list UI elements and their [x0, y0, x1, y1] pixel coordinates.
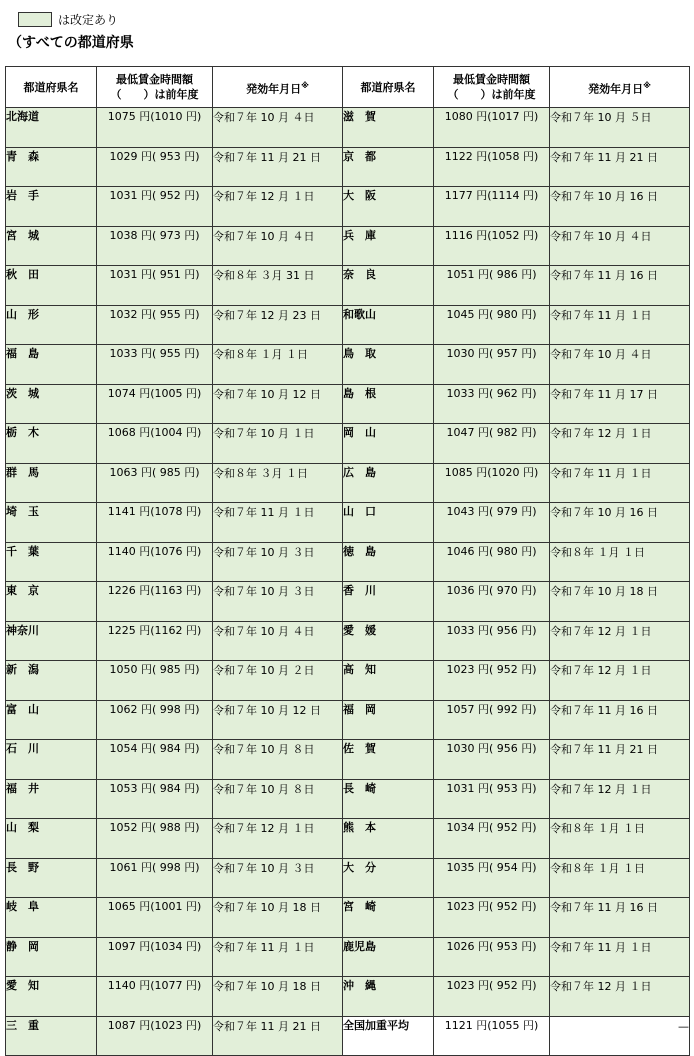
prefecture-cell: 兵 庫 — [343, 226, 434, 266]
wage-cell: 1033 円( 962 円) — [434, 384, 550, 424]
wage-cell: 1065 円(1001 円) — [97, 898, 213, 938]
wage-cell: 1051 円( 986 円) — [434, 266, 550, 306]
wage-cell: 1068 円(1004 円) — [97, 424, 213, 464]
effective-date-cell: 令和７年 11 月 １日 — [550, 305, 690, 345]
prefecture-cell: 福 井 — [6, 779, 97, 819]
header-date-right: 発効年月日※ — [550, 67, 690, 108]
table-row — [6, 147, 690, 187]
effective-date-cell: 令和７年 10 月 12 日 — [213, 700, 343, 740]
prefecture-cell: 香 川 — [343, 582, 434, 622]
prefecture-cell: 広 島 — [343, 463, 434, 503]
effective-date-cell: 令和８年 ３月 31 日 — [213, 266, 343, 306]
wage-cell: 1035 円( 954 円) — [434, 858, 550, 898]
effective-date-cell: 令和８年 １月 １日 — [550, 819, 690, 859]
prefecture-cell: 北海道 — [6, 108, 97, 148]
header-date-mark: ※ — [301, 80, 309, 90]
prefecture-cell: 大 分 — [343, 858, 434, 898]
wage-cell: 1053 円( 984 円) — [97, 779, 213, 819]
wage-cell: 1036 円( 970 円) — [434, 582, 550, 622]
effective-date-cell: 令和８年 １月 １日 — [550, 858, 690, 898]
caption: （すべての都道府県 — [8, 35, 134, 51]
wage-cell: 1225 円(1162 円) — [97, 621, 213, 661]
table-row — [6, 305, 690, 345]
header-wage — [97, 67, 213, 108]
wage-cell: 1046 円( 980 円) — [434, 542, 550, 582]
prefecture-cell: 山 口 — [343, 503, 434, 543]
header-date-right-mark: ※ — [643, 80, 651, 90]
effective-date-cell: 令和７年 10 月 ８日 — [213, 740, 343, 780]
wage-cell: 1031 円( 952 円) — [97, 187, 213, 227]
prefecture-cell: 石 川 — [6, 740, 97, 780]
header-pref: 都道府県名 — [6, 67, 97, 108]
prefecture-cell: 熊 本 — [343, 819, 434, 859]
wage-cell: 1031 円( 951 円) — [97, 266, 213, 306]
header-wage-right-line2: （ ）は前年度 — [447, 88, 536, 101]
prefecture-cell: 福 島 — [6, 345, 97, 385]
effective-date-cell: 令和７年 10 月 ４日 — [550, 226, 690, 266]
wage-cell: 1097 円(1034 円) — [97, 937, 213, 977]
prefecture-cell: 東 京 — [6, 582, 97, 622]
table-row — [6, 858, 690, 898]
prefecture-cell: 鹿児島 — [343, 937, 434, 977]
prefecture-cell: 愛 媛 — [343, 621, 434, 661]
prefecture-cell: 徳 島 — [343, 542, 434, 582]
wage-cell: 1140 円(1077 円) — [97, 977, 213, 1017]
effective-date-cell: 令和７年 11 月 21 日 — [550, 147, 690, 187]
wage-cell: 1087 円(1023 円) — [97, 1016, 213, 1056]
wage-cell: 1080 円(1017 円) — [434, 108, 550, 148]
table-row — [6, 542, 690, 582]
prefecture-cell: 群 馬 — [6, 463, 97, 503]
prefecture-cell: 京 都 — [343, 147, 434, 187]
effective-date-cell: 令和７年 11 月 １日 — [213, 937, 343, 977]
wage-cell: 1050 円( 985 円) — [97, 661, 213, 701]
prefecture-cell: 山 梨 — [6, 819, 97, 859]
effective-date-cell: 令和７年 12 月 １日 — [550, 661, 690, 701]
table-row — [6, 463, 690, 503]
effective-date-cell: 令和７年 11 月 １日 — [550, 463, 690, 503]
wage-cell: 1226 円(1163 円) — [97, 582, 213, 622]
prefecture-cell: 宮 崎 — [343, 898, 434, 938]
prefecture-cell: 全国加重平均 — [343, 1016, 434, 1056]
effective-date-cell: 令和７年 10 月 ５日 — [550, 108, 690, 148]
effective-date-cell: 令和７年 11 月 16 日 — [550, 700, 690, 740]
wage-cell: 1034 円( 952 円) — [434, 819, 550, 859]
effective-date-cell: 令和７年 10 月 ４日 — [213, 226, 343, 266]
effective-date-cell: 令和７年 11 月 21 日 — [550, 740, 690, 780]
effective-date-cell: 令和７年 10 月 ３日 — [213, 542, 343, 582]
prefecture-cell: 愛 知 — [6, 977, 97, 1017]
header-wage-right-line1: 最低賃金時間額 — [453, 73, 530, 86]
wage-cell: 1074 円(1005 円) — [97, 384, 213, 424]
table-row — [6, 226, 690, 266]
prefecture-cell: 神奈川 — [6, 621, 97, 661]
prefecture-cell: 岐 阜 — [6, 898, 97, 938]
effective-date-cell: 令和７年 10 月 ４日 — [213, 621, 343, 661]
prefecture-cell: 静 岡 — [6, 937, 97, 977]
prefecture-cell: 福 岡 — [343, 700, 434, 740]
wage-cell: 1031 円( 953 円) — [434, 779, 550, 819]
prefecture-cell: 和歌山 — [343, 305, 434, 345]
prefecture-cell: 沖 縄 — [343, 977, 434, 1017]
prefecture-cell: 奈 良 — [343, 266, 434, 306]
table-row — [6, 898, 690, 938]
wage-cell: 1057 円( 992 円) — [434, 700, 550, 740]
legend-label: は改定あり — [58, 12, 119, 27]
effective-date-cell: 令和７年 10 月 ４日 — [213, 108, 343, 148]
table-row — [6, 384, 690, 424]
wage-cell: 1062 円( 998 円) — [97, 700, 213, 740]
effective-date-cell: 令和７年 10 月 １日 — [213, 424, 343, 464]
prefecture-cell: 宮 城 — [6, 226, 97, 266]
effective-date-cell: 令和７年 12 月 １日 — [550, 424, 690, 464]
table-row — [6, 779, 690, 819]
prefecture-cell: 千 葉 — [6, 542, 97, 582]
wage-cell: 1075 円(1010 円) — [97, 108, 213, 148]
wage-cell: 1047 円( 982 円) — [434, 424, 550, 464]
wage-cell: 1023 円( 952 円) — [434, 977, 550, 1017]
table-row — [6, 977, 690, 1017]
prefecture-cell: 岩 手 — [6, 187, 97, 227]
effective-date-cell: 令和７年 10 月 ４日 — [550, 345, 690, 385]
table-row — [6, 1016, 690, 1056]
table-row — [6, 266, 690, 306]
table-row — [6, 424, 690, 464]
prefecture-cell: 青 森 — [6, 147, 97, 187]
wage-cell: 1140 円(1076 円) — [97, 542, 213, 582]
effective-date-cell: 令和８年 １月 １日 — [550, 542, 690, 582]
effective-date-cell: 令和７年 12 月 １日 — [550, 621, 690, 661]
prefecture-cell: 栃 木 — [6, 424, 97, 464]
prefecture-cell: 長 野 — [6, 858, 97, 898]
wage-cell: 1085 円(1020 円) — [434, 463, 550, 503]
wage-cell: 1030 円( 956 円) — [434, 740, 550, 780]
header-pref-right: 都道府県名 — [343, 67, 434, 108]
prefecture-cell: 大 阪 — [343, 187, 434, 227]
wage-cell: 1032 円( 955 円) — [97, 305, 213, 345]
wage-cell: 1045 円( 980 円) — [434, 305, 550, 345]
header-wage-line2: （ ）は前年度 — [110, 88, 199, 101]
effective-date-cell: 令和８年 ３月 １日 — [213, 463, 343, 503]
table-row — [6, 108, 690, 148]
wage-cell: 1122 円(1058 円) — [434, 147, 550, 187]
effective-date-cell: 令和７年 11 月 １日 — [550, 937, 690, 977]
prefecture-cell: 佐 賀 — [343, 740, 434, 780]
wage-cell: 1029 円( 953 円) — [97, 147, 213, 187]
header-wage-line1: 最低賃金時間額 — [116, 73, 193, 86]
effective-date-cell: 令和７年 12 月 １日 — [213, 819, 343, 859]
wage-cell: 1054 円( 984 円) — [97, 740, 213, 780]
effective-date-cell: 令和７年 10 月 ２日 — [213, 661, 343, 701]
effective-date-cell: 令和７年 10 月 ３日 — [213, 582, 343, 622]
effective-date-cell: 令和７年 12 月 １日 — [550, 977, 690, 1017]
table-row — [6, 621, 690, 661]
effective-date-cell: 令和７年 11 月 １日 — [213, 503, 343, 543]
wage-cell: 1033 円( 956 円) — [434, 621, 550, 661]
effective-date-cell: 令和７年 12 月 １日 — [213, 187, 343, 227]
prefecture-cell: 滋 賀 — [343, 108, 434, 148]
table-row — [6, 661, 690, 701]
wage-cell: 1061 円( 998 円) — [97, 858, 213, 898]
legend — [18, 10, 118, 28]
effective-date-cell: 令和７年 11 月 17 日 — [550, 384, 690, 424]
wage-cell: 1038 円( 973 円) — [97, 226, 213, 266]
table-row — [6, 187, 690, 227]
prefecture-cell: 富 山 — [6, 700, 97, 740]
wage-cell: 1121 円(1055 円) — [434, 1016, 550, 1056]
prefecture-cell: 秋 田 — [6, 266, 97, 306]
effective-date-cell: 令和７年 12 月 23 日 — [213, 305, 343, 345]
effective-date-cell: 令和７年 10 月 18 日 — [550, 582, 690, 622]
legend-swatch — [18, 12, 52, 27]
header-wage-right — [434, 67, 550, 108]
table-row — [6, 700, 690, 740]
wage-cell: 1033 円( 955 円) — [97, 345, 213, 385]
effective-date-cell: 令和７年 10 月 16 日 — [550, 503, 690, 543]
table-row — [6, 740, 690, 780]
effective-date-cell: 令和７年 10 月 12 日 — [213, 384, 343, 424]
effective-date-cell: 令和７年 12 月 １日 — [550, 779, 690, 819]
prefecture-cell: 高 知 — [343, 661, 434, 701]
table-row — [6, 345, 690, 385]
effective-date-cell: 令和７年 10 月 ８日 — [213, 779, 343, 819]
wage-cell: 1043 円( 979 円) — [434, 503, 550, 543]
prefecture-cell: 茨 城 — [6, 384, 97, 424]
prefecture-cell: 新 潟 — [6, 661, 97, 701]
table-row — [6, 819, 690, 859]
wage-cell: 1116 円(1052 円) — [434, 226, 550, 266]
wage-cell: 1023 円( 952 円) — [434, 898, 550, 938]
effective-date-cell: 令和７年 10 月 18 日 — [213, 977, 343, 1017]
prefecture-cell: 鳥 取 — [343, 345, 434, 385]
prefecture-cell: 長 崎 — [343, 779, 434, 819]
header-date: 発効年月日※ — [213, 67, 343, 108]
table-row — [6, 582, 690, 622]
effective-date-cell: 令和７年 10 月 ３日 — [213, 858, 343, 898]
table-row — [6, 937, 690, 977]
wage-cell: 1052 円( 988 円) — [97, 819, 213, 859]
effective-date-cell: 令和７年 11 月 21 日 — [213, 147, 343, 187]
wage-cell: 1026 円( 953 円) — [434, 937, 550, 977]
wage-cell: 1023 円( 952 円) — [434, 661, 550, 701]
table-row — [6, 503, 690, 543]
wage-cell: 1063 円( 985 円) — [97, 463, 213, 503]
header-row — [6, 67, 690, 108]
prefecture-cell: 島 根 — [343, 384, 434, 424]
prefecture-cell: 山 形 — [6, 305, 97, 345]
effective-date-cell: 令和７年 11 月 16 日 — [550, 898, 690, 938]
minimum-wage-table — [5, 66, 690, 1056]
effective-date-cell: 令和７年 10 月 16 日 — [550, 187, 690, 227]
effective-date-cell: 令和７年 11 月 21 日 — [213, 1016, 343, 1056]
wage-cell: 1030 円( 957 円) — [434, 345, 550, 385]
effective-date-cell: — — [550, 1016, 690, 1056]
wage-cell: 1177 円(1114 円) — [434, 187, 550, 227]
effective-date-cell: 令和８年 １月 １日 — [213, 345, 343, 385]
prefecture-cell: 埼 玉 — [6, 503, 97, 543]
effective-date-cell: 令和７年 10 月 18 日 — [213, 898, 343, 938]
effective-date-cell: 令和７年 11 月 16 日 — [550, 266, 690, 306]
prefecture-cell: 岡 山 — [343, 424, 434, 464]
wage-cell: 1141 円(1078 円) — [97, 503, 213, 543]
prefecture-cell: 三 重 — [6, 1016, 97, 1056]
